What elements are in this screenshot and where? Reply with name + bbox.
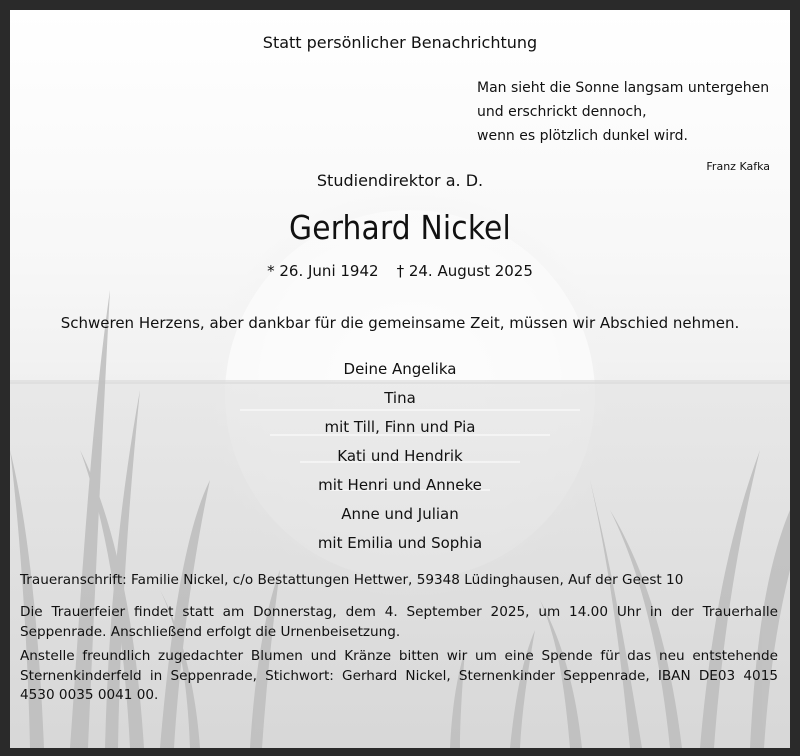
family-member: Kati und Hendrik — [337, 447, 463, 465]
ceremony-text: Die Trauerfeier findet statt am Donnerstag, dem 4. September 2025, um 14.00 Uhr in der Trauerhalle Seppenrade. Anschließend erfolgt die Urnenbeisetzung. — [20, 604, 778, 640]
family-member: mit Henri und Anneke — [318, 476, 482, 494]
family-member: mit Till, Finn und Pia — [324, 418, 476, 436]
intro-sentence: Schweren Herzens, aber dankbar für die gemeinsame Zeit, müssen wir Abschied nehmen. — [60, 314, 740, 332]
obituary-card — [10, 10, 790, 748]
donation-text: Anstelle freundlich zugedachter Blumen und Kränze bitten wir um eine Spende für das neu entstehende Sternenkinderfeld in Seppenrade, Stichwort: Gerhard Nickel, Sternenkinder Seppenrade, IBAN DE03 4015 4530 0035 0041 00. — [20, 648, 778, 704]
quote-line: Man sieht die Sonne langsam untergehen — [477, 80, 770, 96]
ceremony-info — [20, 603, 778, 642]
family-member: Tina — [384, 389, 416, 407]
life-dates — [10, 262, 790, 280]
death-date: † 24. August 2025 — [396, 262, 533, 280]
deceased-name: Gerhard Nickel — [289, 208, 511, 247]
family-member: mit Emilia und Sophia — [317, 534, 483, 552]
quote-block — [477, 76, 769, 148]
family-list — [10, 355, 790, 558]
deceased-title: Studiendirektor a. D. — [316, 171, 484, 190]
donation-info — [20, 647, 778, 706]
quote-line: wenn es plötzlich dunkel wird. — [477, 128, 688, 144]
birth-date: * 26. Juni 1942 — [267, 262, 379, 280]
quote-line: und erschrickt dennoch, — [477, 104, 647, 120]
family-member: Anne und Julian — [341, 505, 459, 523]
quote-author: Franz Kafka — [706, 160, 770, 173]
header-note: Statt persönlicher Benachrichtung — [262, 33, 538, 52]
family-member: Deine Angelika — [343, 360, 457, 378]
mourning-address: Traueranschrift: Familie Nickel, c/o Bestattungen Hettwer, 59348 Lüdinghausen, Auf der Geest 10 — [20, 572, 684, 588]
